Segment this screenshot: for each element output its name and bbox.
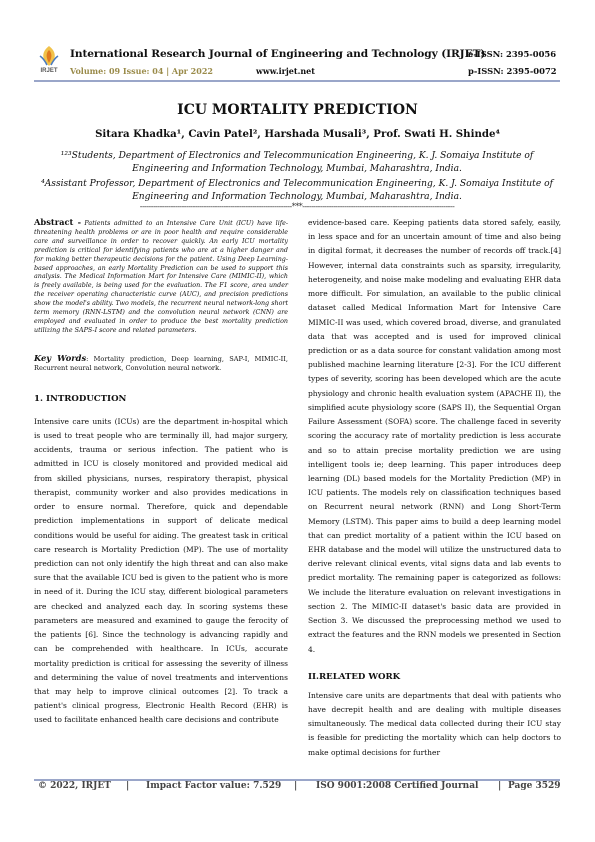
footer-separator: |	[498, 781, 502, 791]
keywords-label: Key Words	[34, 352, 87, 363]
section-divider: ---------------------------------------------------------------------***---------------------------------------------------------------------	[139, 202, 455, 211]
left-column	[34, 218, 288, 728]
intro-continued-body: evidence-based care. Keeping patients data stored safely, easily, in less space and for an uncertain amount of time and also being in digital format, it decreases the number of records off track.[4] However, internal data constraints such as sparsity, irregularity, heterogeneity, and noise make modeling and evaluating EHR data more difficult. For simulation, an available to the public clinical dataset called Medical Information Mart for Intensive Care MIMIC-II was used, which covered broad, diverse, and granulated data that was accepted and is used for improved clinical prediction or as a data source for constant validation among most published machine learning literature [2-3]. For the ICU different types of severity, scoring has been developed which are the acute physiology and chronic health evaluation system (APACHE II), the simplified acute physiology score (SAPS II), the Sequential Organ Failure Assessment (SOFA) score. The challenge faced in severity scoring the accuracy rate of mortality prediction is less accurate and so to attain precise mortality prediction we are using intelligent tools ie; deep learning. This paper introduces deep learning (DL) based models for the Mortality Prediction (MP) in ICU patients. The models rely on classification techniques based on Recurrent neural network (RNN) and Long Short-Term Memory (LSTM). This paper aims to build a deep learning model that can predict mortality of a patient within the ICU based on EHR database and the model will utilize the unstructured data to derive relevant clinical events, vital signs data and lab events to predict mortality. The remaining paper is categorized as follows: We include the literature evaluation on relevant investigations in section 2. The MIMIC-II dataset's basic data are provided in Section 3. We discussed the preprocessing method we used to extract the features and the RNN models we presented in Section 4.	[308, 218, 561, 654]
logo-text: IRJET	[40, 68, 58, 74]
footer-iso: ISO 9001:2008 Certified Journal	[316, 781, 479, 791]
footer-separator: |	[126, 781, 130, 791]
right-column	[308, 216, 561, 760]
abstract-text: Patients admitted to an Intensive Care Unit (ICU) have life-threatening health problems or are in poor health and require considerable care and surveillance in order to recover quickly. An early ICU mortality prediction is critical for identifying patients who are at a higher danger and for making better therapeutic decisions for the patient. Using Deep Learning-based approaches, an early Mortality Prediction can be used to support this analysis. The Medical Information Mart for Intensive Care (MIMIC-II), which is freely available, is being used for the evaluation. The F1 score, area under the receiver operating characteristic curve (AUC), and precision predictions show the model's ability. Two models, the recurrent neural network-long short term memory (RNN-LSTM) and the convolution neural network (CNN) are employed and evaluated in order to produce the best mortality prediction utilizing the SAPS-I score and related parameters.	[34, 220, 288, 334]
related-work-heading: II.RELATED WORK	[308, 671, 401, 682]
keywords-text: : Mortality prediction, Deep learning, SAP-I, MIMIC-II, Recurrent neural network, Convolution neural network.	[34, 354, 288, 372]
irjet-logo-icon	[36, 44, 62, 68]
journal-title: International Research Journal of Engineering and Technology (IRJET)	[70, 48, 486, 60]
p-issn: p-ISSN: 2395-0072	[468, 66, 557, 76]
volume-issue: Volume: 09 Issue: 04 | Apr 2022	[70, 66, 213, 76]
keywords	[34, 354, 288, 373]
paper-title: ICU MORTALITY PREDICTION	[177, 102, 418, 118]
abstract-label: Abstract -	[34, 217, 82, 227]
affiliation-students: ¹²³Students, Department of Electronics and Telecommunication Engineering, K. J. Somaiya Institute of Engineering and Information Technology, Mumbai, Maharashtra, India.	[60, 151, 534, 174]
author-list: Sitara Khadka¹, Cavin Patel², Harshada Musali³, Prof. Swati H. Shinde⁴	[95, 128, 500, 140]
abstract	[34, 218, 288, 336]
footer-copyright: © 2022, IRJET	[38, 781, 111, 791]
footer-separator: |	[294, 781, 298, 791]
header-rule	[34, 80, 560, 82]
intro-heading: 1. INTRODUCTION	[34, 393, 127, 404]
affiliation-professor: ⁴Assistant Professor, Department of Electronics and Telecommunication Engineering, K. J. Somaiya Institute of Engineering and Information Technology, Mumbai, Maharashtra, India.	[41, 179, 553, 202]
footer-page-number: Page 3529	[508, 781, 561, 791]
journal-website[interactable]: www.irjet.net	[256, 66, 315, 76]
e-issn: e-ISSN: 2395-0056	[468, 49, 557, 59]
intro-body: Intensive care units (ICUs) are the department in-hospital which is used to treat people who are terminally ill, had major surgery, accidents, trauma or serious infection. The patient who is admitted in ICU is closely monitored and provided medical aid from skilled physicians, nurses, respiratory therapist, physical therapist, community worker and also provides medications in order to ensure normal. Therefore, quick and dependable prediction implementations in support of delicate medical conditions would be useful for aiding. The greatest task in critical care research is Mortality Prediction (MP). The use of mortality prediction can not only identify the high threat and can also make sure that the available ICU bed is given to the patient who is more in need of it. During the ICU stay, different biological parameters are checked and analyzed each day. In scoring systems these parameters are measured and examined to gauge the ferocity of the patients [6]. Since the technology is advancing rapidly and can be comprehended with healthcare. In ICUs, accurate mortality prediction is critical for assessing the severity of illness and determining the value of novel treatments and interventions that may help to improve clinical outcomes [2]. To track a patient's clinical progress, Electronic Health Record (EHR) is used to facilitate enhanced health care decisions and contribute	[34, 416, 288, 725]
footer-impact-factor: Impact Factor value: 7.529	[146, 781, 282, 791]
related-work-body: Intensive care units are departments that deal with patients who have decrepit health and are dealing with multiple diseases simultaneously. The medical data collected during their ICU stay is feasible for predicting the mortality which can help doctors to make optimal decisions for further	[308, 690, 561, 757]
